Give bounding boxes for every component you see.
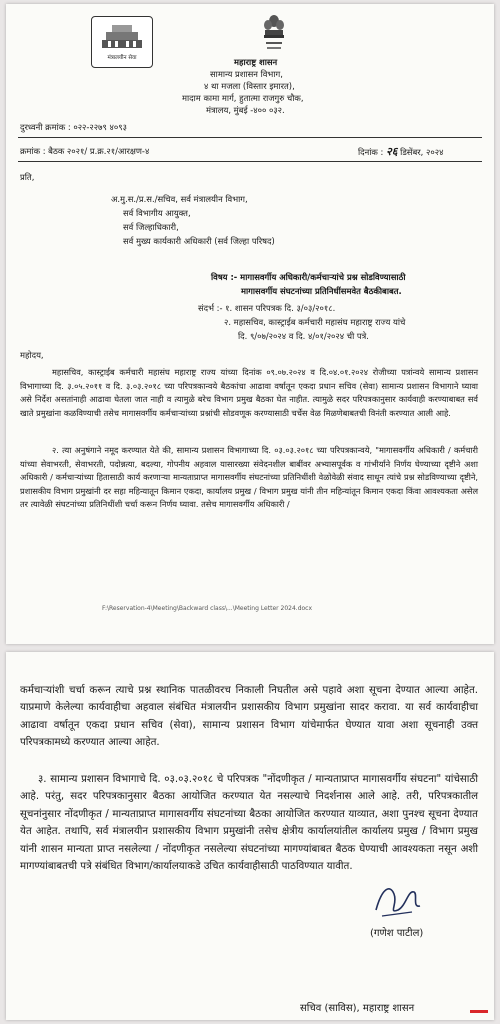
subject-line-1: विषय :- मागासवर्गीय अधिकारी/कर्मचाऱ्यांचे प्रश्न सोडविण्यासाठी	[211, 272, 406, 282]
ref-divider	[18, 161, 482, 162]
recipient-line: सर्व जिल्हाधिकारी,	[123, 222, 179, 232]
reference-3: दि. ९/०७/२०२४ व दि. ४/०१/२०२४ ची पत्रे.	[238, 331, 369, 341]
to-label: प्रति,	[20, 172, 35, 182]
paragraph-2: २. त्या अनुषंगाने नमूद करण्यात येते की, सामान्य प्रशासन विभागाच्या दि. ०३.०३.२०१८ च्या परिपत्रकान्वये, "मागासवर्गीय अधिकारी / कर्मचारी यांच्या सेवाभरती, सेवाभरती, पदोन्नत्या, बदल्या, गोपनीय अहवाल यासारख्या संवेदनशील बाबींवर अभ्यासपूर्वक व गांभीर्याने निर्णय घेण्याच्या दृष्टीने अशा अधिकारी / कर्मचाऱ्यांच्या हितासाठी कार्य करणाऱ्या मान्यताप्राप्त मागासवर्गीय संघटनांच्या प्रतिनिधींशी वेळोवेळी संवाद साधून त्यांचे प्रश्न सोडविण्याच्या दृष्टीने, प्रशासकीय विभाग प्रमुखांनी दर सहा महिन्यातून किमान एकदा, कार्यालय प्रमुख / विभाग प्रमुख यांनी तीन महिन्यांतून किमान एकदा किंवा आवश्यकता असेल तर त्यावेळी संघटनांच्या प्रतिनिधींशी चर्चा करून निर्णय घ्यावा. तसेच मागासवर्गीय अधिकारी /	[20, 445, 478, 510]
paragraph-1: महासचिव, कास्ट्राईब कर्मचारी महासंघ महाराष्ट्र राज्य यांच्या दिनांक ०९.०७.२०२४ व दि.०४.०१.२०२४ रोजीच्या पत्रांन्वये सामान्य प्रशासन विभागाच्या दि. ३.०५.२०११ व दि. ३.०३.२०१८ च्या परिपत्रकान्वये बैठकांचा आढावा वर्षातून एकदा प्रधान सचिव (सेवा) सामान्य प्रशासन विभागाने घ्यावा असे निर्देश असतांनाही आढावा घेतला जात नाही व त्यामुळे बरेच विभाग प्रमुख बैठका घेत नाहीत. त्यामुळे सदर परिपत्रकानुसार कार्यवाही करण्याबाबत सर्व खाते प्रमुखांना कळविण्याची तसेच मागासवर्गीय कर्मचाऱ्यांच्या प्रश्नांची सोडवणूक करण्यासाठी चर्चेस वेळ मिळणेबाबतची विनंती करण्यात आली आहे.	[20, 367, 478, 418]
salutation: महोदय,	[20, 350, 44, 360]
reference-2: २. महासचिव, कास्ट्राईब कर्मचारी महासंघ महाराष्ट्र राज्य यांचे	[224, 317, 406, 327]
dept-name: सामान्य प्रशासन विभाग,	[210, 69, 283, 79]
header-divider	[18, 137, 482, 138]
signatory-title: सचिव (साविस), महाराष्ट्र शासन	[300, 1003, 415, 1014]
paragraph-2-continued: कर्मचाऱ्यांशी चर्चा करून त्याचे प्रश्न स्थानिक पातळीवरच निकाली निघतील असे पहावे अशा सूचना देण्यात आल्या आहेत. याप्रमाणे केलेल्या कार्यवाहीचा अहवाल संबंधित मंत्रालयीन प्रशासकीय विभाग प्रमुखांना सादर करावा. या सर्व कार्यवाहीचा आढावा वर्षातून एकदा प्रधान सचिव (सेवा), सामान्य प्रशासन विभाग यांचेमार्फत घेण्यात यावा अशा सूचनाही उक्त परिपत्रकामध्ये करण्यात आल्या आहेत.	[20, 685, 478, 749]
date-label: दिनांक :	[358, 147, 384, 157]
address-line-1: ४ था मजला (विस्तार इमारत),	[204, 81, 295, 91]
reference-1: संदर्भ :- १. शासन परिपत्रक दि. ३/०३/२०१८.	[198, 303, 336, 313]
building-icon	[100, 22, 144, 50]
red-mark	[470, 1010, 488, 1013]
letter-page-2	[6, 652, 494, 1020]
ref-date	[358, 146, 443, 158]
signature-icon	[368, 880, 424, 926]
file-path-footer: F:\Reservation-4\Meeting\Backward class\...\Meeting Letter 2024.docx	[102, 605, 313, 612]
date-handwritten: २६	[386, 145, 398, 158]
address-line-3: मंत्रालय, मुंबई -४०० ०३२.	[206, 105, 285, 115]
paragraph-3: ३. सामान्य प्रशासन विभागाचे दि. ०३.०३.२०१८ चे परिपत्रक "नोंदणीकृत / मान्यताप्राप्त मागासवर्गीय संघटना" यांचेसाठी आहे. परंतु, सदर परिपत्रकानुसार बैठका आयोजित करण्यात येत नसल्याचे निदर्शनास आले आहे. तरी, परिपत्रकातील सूचनांनुसार नोंदणीकृत / मान्यताप्राप्त मागासवर्गीय संघटनांच्या बैठका आयोजित करण्यात याव्यात, अशा पुनश्च सूचना देण्यात येत आहेत. तथापि, सर्व मंत्रालयीन प्रशासकीय विभाग प्रमुखांनी तसेच क्षेत्रीय कार्यालयांतील कार्यालय प्रमुख / विभाग प्रमुख यांनी शासन मान्यता प्राप्त नसलेल्या / नोंदणीकृत नसलेल्या संघटनांच्या मागण्यांबाबत बैठक घेण्याची आवश्यकता नसून अशी मागण्यांबाबतची पत्रे संबंधित विभाग/कार्यालयाकडे उचित कार्यवाहीसाठी पाठविण्यात यावीत.	[20, 774, 478, 873]
phone-number: दुरध्वनी क्रमांक : ०२२-२२७९ ४०९३	[20, 122, 127, 132]
address-line-2: मादाम कामा मार्ग, हुतात्मा राजगुरु चौक,	[182, 93, 304, 103]
logo-text: मंत्रालयीन सेवा	[107, 55, 137, 61]
recipient-line: सर्व मुख्य कार्यकारी अधिकारी (सर्व जिल्हा परिषद)	[123, 236, 275, 246]
mantralaya-seva-logo	[91, 16, 153, 68]
recipient-line: अ.मु.स./प्र.स./सचिव, सर्व मंत्रालयीन विभाग,	[111, 194, 248, 204]
date-rest: डिसेंबर, २०२४	[400, 147, 444, 157]
govt-name: महाराष्ट्र शासन	[234, 57, 278, 67]
ref-number: क्रमांक : बैठक २०२१/ प्र.क्र.२१/आरक्षण-४	[20, 146, 150, 156]
signatory-name: (गणेश पाटील)	[370, 928, 424, 939]
subject-line-2: मागासवर्गीय संघटनांच्या प्रतिनिधींसमवेत बैठकीबाबत.	[241, 286, 402, 296]
letter-page-1	[6, 4, 494, 644]
national-emblem-icon	[261, 12, 287, 56]
recipient-line: सर्व विभागीय आयुक्त,	[123, 208, 191, 218]
